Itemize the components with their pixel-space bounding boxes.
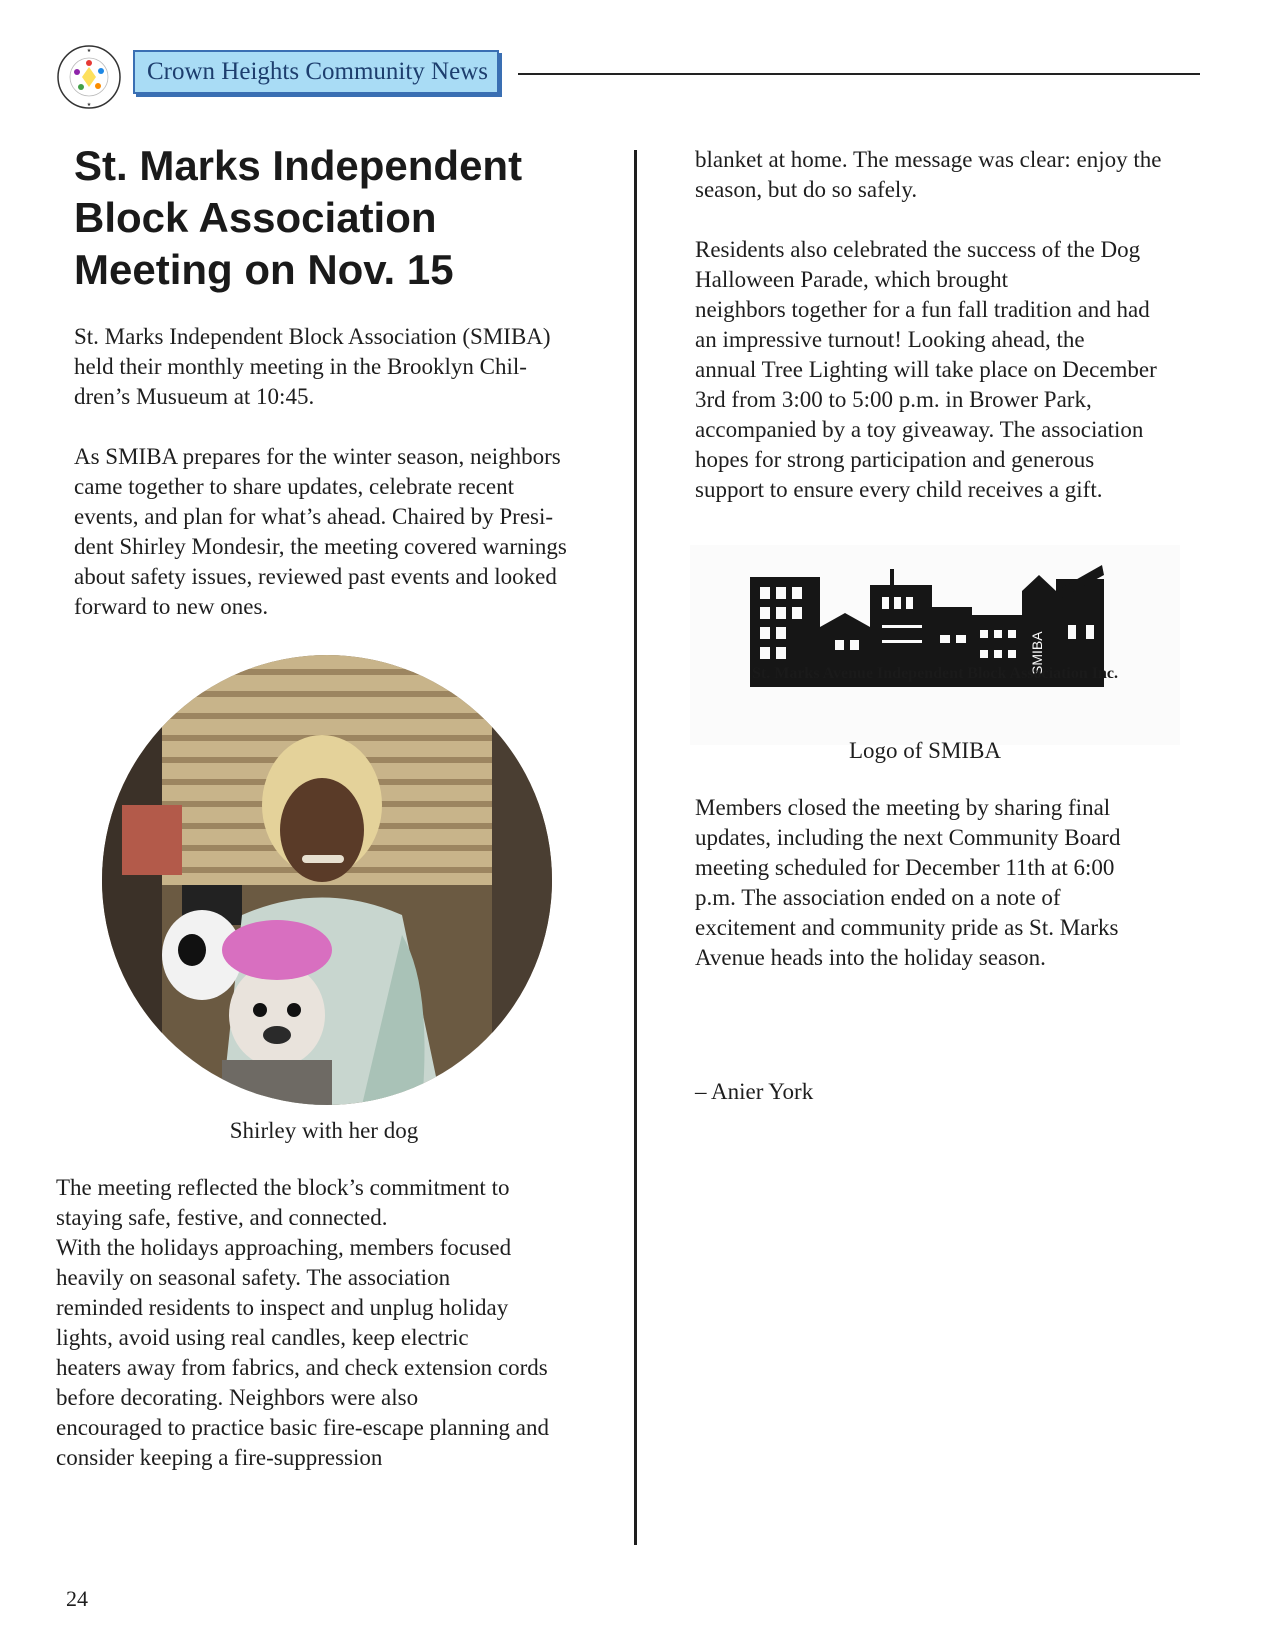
text-line: Avenue heads into the holiday season. xyxy=(695,945,1046,970)
text-line: updates, including the next Community Board xyxy=(695,825,1121,850)
text-line: lights, avoid using real candles, keep electric xyxy=(56,1325,469,1350)
smiba-logo-image xyxy=(690,545,1180,745)
text-line: Members closed the meeting by sharing final xyxy=(695,795,1111,820)
text-line: consider keeping a fire-suppression xyxy=(56,1445,383,1470)
text-line: heavily on seasonal safety. The association xyxy=(56,1265,451,1290)
text-line: heaters away from fabrics, and check extension cords xyxy=(56,1355,548,1380)
publication-title-box xyxy=(133,50,499,94)
text-line: events, and plan for what’s ahead. Chaired by Presi- xyxy=(74,504,554,529)
events-paragraph xyxy=(695,235,1215,505)
article-headline: St. Marks Independent Block Association Meeting on Nov. 15 xyxy=(74,142,523,293)
community-organization-logo xyxy=(56,44,122,110)
text-line: As SMIBA prepares for the winter season, neighbors xyxy=(74,444,561,469)
text-line: The meeting reflected the block’s commitment to xyxy=(56,1175,510,1200)
text-line: staying safe, festive, and connected. xyxy=(56,1205,388,1230)
svg-text:★: ★ xyxy=(86,48,92,54)
text-line: Halloween Parade, which brought xyxy=(695,267,1008,292)
safety-paragraph xyxy=(56,1173,616,1473)
text-line: an impressive turnout! Looking ahead, the xyxy=(695,327,1085,352)
text-line: support to ensure every child receives a gift. xyxy=(695,477,1103,502)
text-line: about safety issues, reviewed past events and looked xyxy=(74,564,557,589)
text-line: dren’s Musueum at 10:45. xyxy=(74,384,315,409)
text-line: p.m. The association ended on a note of xyxy=(695,885,1061,910)
text-line: dent Shirley Mondesir, the meeting covered warnings xyxy=(74,534,567,559)
closing-paragraph xyxy=(695,793,1215,973)
publication-title: Crown Heights Community News xyxy=(147,58,488,85)
text-line: before decorating. Neighbors were also xyxy=(56,1385,419,1410)
column-divider xyxy=(634,150,637,1545)
text-line: St. Marks Independent Block Association (SMIBA) xyxy=(74,324,551,349)
svg-text:★: ★ xyxy=(86,102,92,108)
logo-building-text: SMIBA xyxy=(1029,631,1045,675)
text-line: encouraged to practice basic fire-escape planning and xyxy=(56,1415,549,1440)
continued-paragraph xyxy=(695,145,1215,205)
text-line: season, but do so safely. xyxy=(695,177,918,202)
text-line: With the holidays approaching, members focused xyxy=(56,1235,512,1260)
page-number: 24 xyxy=(66,1586,88,1611)
text-line: annual Tree Lighting will take place on December xyxy=(695,357,1157,382)
photo-caption: Shirley with her dog xyxy=(229,1118,419,1143)
text-line: blanket at home. The message was clear: enjoy the xyxy=(695,147,1162,172)
text-line: came together to share updates, celebrate recent xyxy=(74,474,514,499)
shirley-photo xyxy=(102,655,552,1105)
header-rule xyxy=(518,73,1200,75)
text-line: hopes for strong participation and generous xyxy=(695,447,1095,472)
text-line: 3rd from 3:00 to 5:00 p.m. in Brower Park, xyxy=(695,387,1092,412)
text-line: Residents also celebrated the success of the Dog xyxy=(695,237,1141,262)
text-line: held their monthly meeting in the Brooklyn Chil- xyxy=(74,354,527,379)
text-line: neighbors together for a fun fall tradition and had xyxy=(695,297,1150,322)
overview-paragraph xyxy=(74,442,614,622)
byline: – Anier York xyxy=(695,1079,814,1104)
logo-org-name: St. Marks Avenue Independent Block Association Inc. xyxy=(752,665,1118,682)
text-line: meeting scheduled for December 11th at 6:00 xyxy=(695,855,1115,880)
text-line: reminded residents to inspect and unplug holiday xyxy=(56,1295,509,1320)
text-line: accompanied by a toy giveaway. The association xyxy=(695,417,1144,442)
logo-caption: Logo of SMIBA xyxy=(848,738,1002,763)
text-line: excitement and community pride as St. Marks xyxy=(695,915,1119,940)
intro-paragraph xyxy=(74,322,614,412)
text-line: forward to new ones. xyxy=(74,594,269,619)
